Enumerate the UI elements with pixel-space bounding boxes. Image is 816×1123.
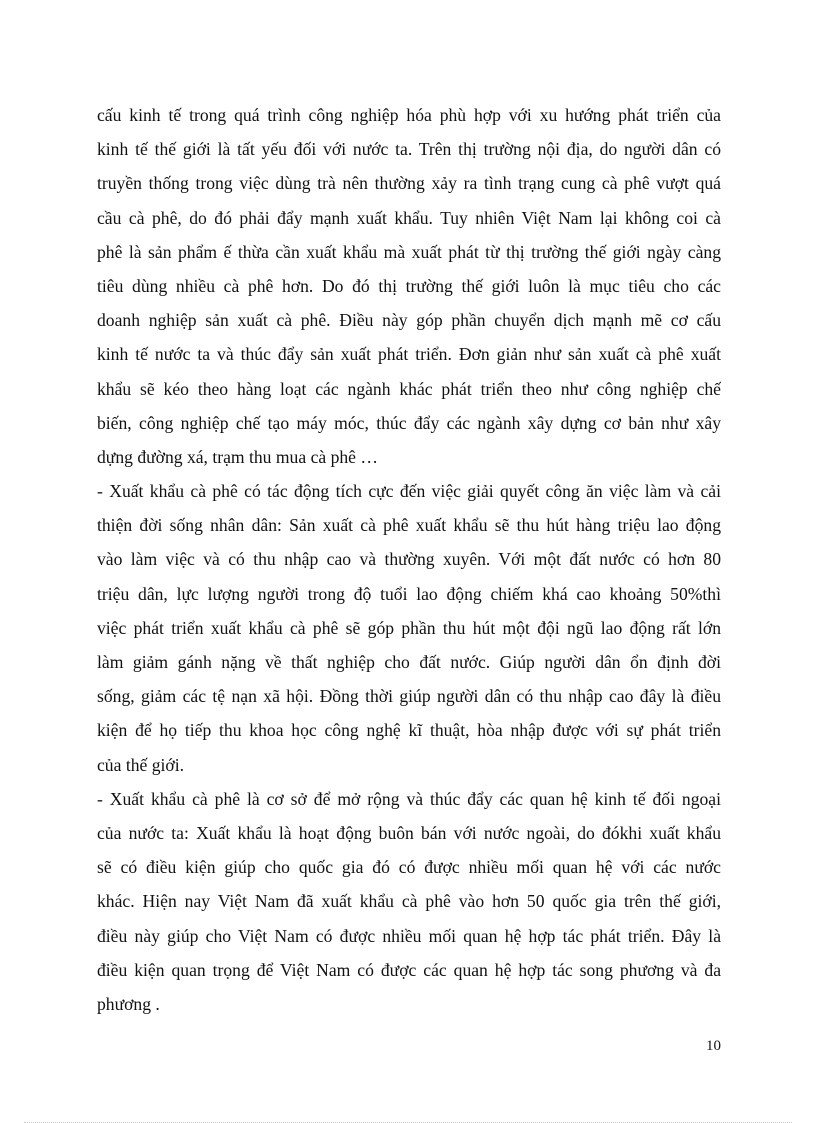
text-line: điều kiện quan trọng để Việt Nam có được các quan hệ hợp tác song phương và đa: [97, 959, 721, 980]
text-line: doanh nghiệp sản xuất cà phê. Điều này góp phần chuyển dịch mạnh mẽ cơ cấu: [97, 310, 721, 331]
paragraph-foreign-relations: [97, 782, 721, 1021]
text-line: của nước ta: Xuất khẩu là hoạt động buôn bán với nước ngoài, do đókhi xuất khẩu: [97, 822, 721, 843]
text-line: triệu dân, lực lượng người trong độ tuổi lao động chiếm khá cao khoảng 50%thì: [97, 583, 721, 604]
text-line: của thế giới.: [97, 754, 184, 775]
paragraph-industrialization: [97, 98, 721, 474]
text-line: phương .: [97, 993, 160, 1014]
text-line: - Xuất khẩu cà phê là cơ sở để mở rộng và thúc đẩy các quan hệ kinh tế đối ngoại: [97, 788, 721, 809]
text-line: làm giảm gánh nặng về thất nghiệp cho đất nước. Giúp người dân ổn định đời: [97, 652, 721, 672]
paragraph-employment: [97, 474, 721, 782]
text-line: - Xuất khẩu cà phê có tác động tích cực đến việc giải quyết công ăn việc làm và cải: [97, 481, 721, 502]
text-line: vào làm việc và có thu nhập cao và thường xuyên. Với một đất nước có hơn 80: [97, 549, 721, 570]
text-line: kiện để họ tiếp thu khoa học công nghệ kĩ thuật, hòa nhập được với sự phát triển: [97, 720, 721, 741]
page-number: 10: [706, 1038, 721, 1054]
text-line: việc phát triển xuất khẩu cà phê sẽ góp phần thu hút một đội ngũ lao động rất lớn: [97, 617, 721, 638]
text-line: thiện đời sống nhân dân: Sản xuất cà phê xuất khẩu sẽ thu hút hàng triệu lao động: [97, 515, 721, 536]
text-line: sẽ có điều kiện giúp cho quốc gia đó có được nhiều mối quan hệ với các nước: [97, 857, 721, 878]
text-line: cấu kinh tế trong quá trình công nghiệp hóa phù hợp với xu hướng phát triển của: [97, 105, 721, 125]
text-line: cầu cà phê, do đó phải đẩy mạnh xuất khẩu. Tuy nhiên Việt Nam lại không coi cà: [97, 207, 721, 228]
document-body: [97, 98, 721, 1021]
text-line: khẩu sẽ kéo theo hàng loạt các ngành khác phát triển theo như công nghiệp chế: [97, 378, 721, 399]
text-line: truyền thống trong việc dùng trà nên thường xảy ra tình trạng cung cà phê vượt quá: [97, 173, 721, 194]
text-line: tiêu dùng nhiều cà phê hơn. Do đó thị trường thế giới luôn là mục tiêu cho các: [97, 275, 721, 296]
text-line: sống, giảm các tệ nạn xã hội. Đồng thời giúp người dân có thu nhập cao đây là điều: [97, 686, 721, 707]
text-line: điều này giúp cho Việt Nam có được nhiều mối quan hệ hợp tác phát triển. Đây là: [97, 925, 721, 946]
text-line: phê là sản phẩm ế thừa cần xuất khẩu mà xuất phát từ thị trường thế giới ngày càng: [97, 241, 721, 262]
text-line: dựng đường xá, trạm thu mua cà phê …: [97, 446, 378, 467]
text-line: biến, công nghiệp chế tạo máy móc, thúc đẩy các ngành xây dựng cơ bản như xây: [97, 412, 721, 433]
text-line: khác. Hiện nay Việt Nam đã xuất khẩu cà phê vào hơn 50 quốc gia trên thế giới,: [97, 891, 721, 912]
text-line: kinh tế thế giới là tất yếu đối với nước ta. Trên thị trường nội địa, do người dân có: [97, 139, 721, 160]
text-line: kinh tế nước ta và thúc đẩy sản xuất phát triển. Đơn giản như sản xuất cà phê xuất: [97, 344, 721, 365]
